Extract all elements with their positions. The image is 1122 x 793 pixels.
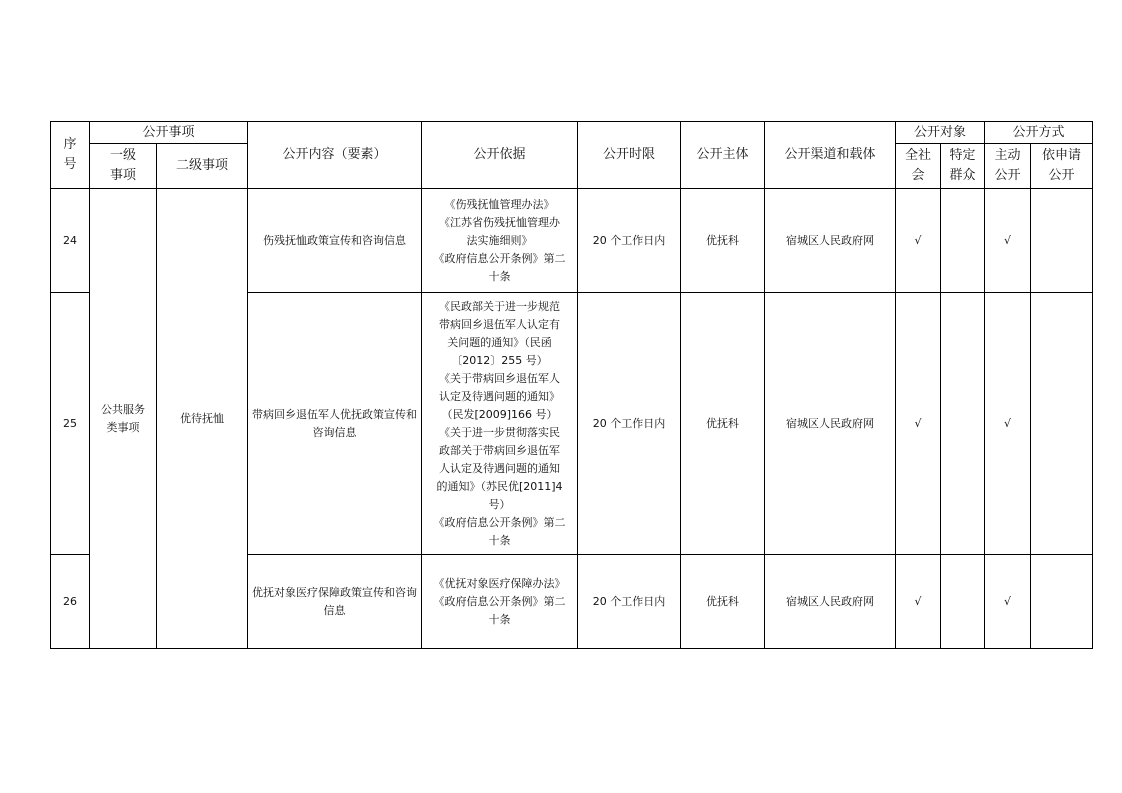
row-method-request-check (1031, 293, 1093, 555)
row-channel: 宿城区人民政府网 (765, 293, 896, 555)
disclosure-table (50, 121, 1093, 649)
row-basis: 《优抚对象医疗保障办法》 《政府信息公开条例》第二 十条 (422, 555, 578, 649)
level2-item: 优待抚恤 (157, 189, 248, 649)
row-content: 伤残抚恤政策宣传和咨询信息 (248, 189, 422, 293)
row-time-limit: 20 个工作日内 (578, 293, 681, 555)
level1-item: 公共服务类事项 (90, 189, 157, 649)
row-subject: 优抚科 (681, 293, 765, 555)
header-time-limit: 公开时限 (578, 122, 681, 189)
table-row (51, 189, 1093, 293)
header-level1: 一级 事项 (90, 144, 157, 189)
row-content: 带病回乡退伍军人优抚政策宣传和咨询信息 (248, 293, 422, 555)
row-subject: 优抚科 (681, 189, 765, 293)
row-method-active-check: √ (985, 555, 1031, 649)
row-target-specific-check (941, 293, 985, 555)
row-time-limit: 20 个工作日内 (578, 555, 681, 649)
row-content: 优抚对象医疗保障政策宣传和咨询信息 (248, 555, 422, 649)
header-seq: 序 号 (51, 122, 90, 189)
header-target-all: 全社 会 (896, 144, 941, 189)
header-channel: 公开渠道和载体 (765, 122, 896, 189)
row-target-specific-check (941, 189, 985, 293)
header-method-group: 公开方式 (985, 122, 1093, 144)
header-subject: 公开主体 (681, 122, 765, 189)
row-method-active-check: √ (985, 293, 1031, 555)
header-basis: 公开依据 (422, 122, 578, 189)
header-method-request: 依申请 公开 (1031, 144, 1093, 189)
row-method-request-check (1031, 555, 1093, 649)
row-seq: 24 (51, 189, 90, 293)
row-target-all-check: √ (896, 555, 941, 649)
row-seq: 26 (51, 555, 90, 649)
row-target-all-check: √ (896, 189, 941, 293)
row-method-request-check (1031, 189, 1093, 293)
row-seq: 25 (51, 293, 90, 555)
row-basis: 《民政部关于进一步规范 带病回乡退伍军人认定有 关问题的通知》（民函 〔2012〕255 号） 《关于带病回乡退伍军人 认定及待遇问题的通知》 （民发[2009]166 号） 《关于进一步贯彻落实民 政部关于带病回乡退伍军 人认定及待遇问题的通知 的通知》（苏民优[2011]4 号） 《政府信息公开条例》第二 十条 (422, 293, 578, 555)
row-channel: 宿城区人民政府网 (765, 555, 896, 649)
header-method-active: 主动 公开 (985, 144, 1031, 189)
row-target-specific-check (941, 555, 985, 649)
header-level2: 二级事项 (157, 144, 248, 189)
header-item-group: 公开事项 (90, 122, 248, 144)
row-subject: 优抚科 (681, 555, 765, 649)
row-time-limit: 20 个工作日内 (578, 189, 681, 293)
header-target-specific: 特定 群众 (941, 144, 985, 189)
header-target-group: 公开对象 (896, 122, 985, 144)
row-target-all-check: √ (896, 293, 941, 555)
header-content: 公开内容（要素） (248, 122, 422, 189)
row-method-active-check: √ (985, 189, 1031, 293)
row-channel: 宿城区人民政府网 (765, 189, 896, 293)
row-basis: 《伤残抚恤管理办法》 《江苏省伤残抚恤管理办 法实施细则》 《政府信息公开条例》第二 十条 (422, 189, 578, 293)
